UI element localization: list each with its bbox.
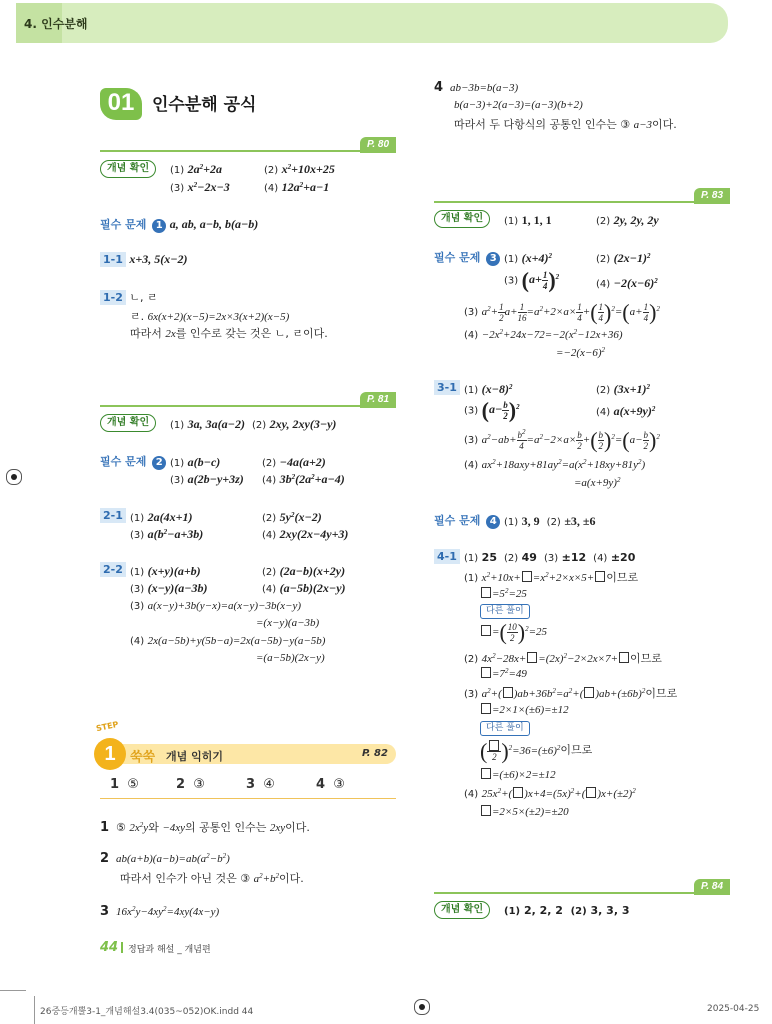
answer: (1) 25 (2) 49 (3) ±12 (4) ±20 — [464, 551, 636, 564]
required-problem-1: 필수 문제 1 a, ab, a−b, b(a−b) — [100, 217, 259, 231]
registration-mark-icon — [6, 469, 22, 485]
step-title: 개념 익히기 — [166, 750, 223, 763]
answer: (3) (a− $\frac{b}{2}$ )$^2$ — [464, 397, 520, 423]
chapter-title: 4. 인수분해 — [24, 17, 88, 31]
crop-mark — [0, 990, 26, 991]
solution-line: $=7^2=49$ — [480, 667, 527, 680]
answer: (1) $(x+4)^2$ — [504, 251, 553, 265]
problem-3-1: 3-1 — [434, 380, 460, 395]
solution-line: (3) $a^2+$( )$ab+36b^2=a^2+$( )$ab+(\pm 6b)^2$이므로 — [464, 687, 678, 700]
required-problem-4: 필수 문제 4 — [434, 512, 500, 529]
solution-3: 3 $16x^2y-4xy^2=4xy(4x-y)$ — [100, 904, 220, 919]
divider — [434, 892, 730, 894]
divider — [100, 405, 396, 407]
solution-line: (4) 2x(a−5b)+y(5b−a)=2x(a−5b)−y(a−5b) — [130, 635, 326, 647]
page-number: 44 — [100, 940, 119, 955]
problem-1-1: 1-1 x+3, 5(x−2) — [100, 252, 187, 267]
solution-line: (3) $a^2-ab+$ $\frac{b^2}{4}$ $=a^2-2\times a\times$ $\frac{b}{2}$ +( $\frac{b}{2}$ )$^2$=(a− $\frac{b}{2}$ )$^2$ — [464, 427, 660, 453]
answer: (2) $(2x-1)^2$ — [596, 251, 651, 265]
problem-1-2: 1-2 ㄴ, ㄹ — [100, 289, 158, 305]
answer: (1) 1, 1, 1 — [504, 213, 552, 227]
solution-line: (2) $4x^2-28x+ =(2x)^2-2\times 2x\times 7+$ 이므로 — [464, 652, 662, 665]
concept-check: 개념 확인 — [100, 414, 156, 432]
chapter-header-bar — [16, 3, 728, 43]
step-number: 1 — [94, 738, 126, 770]
problem-4-1: 4-1 — [434, 549, 460, 564]
answer: (2) 2y, 2y, 2y — [596, 213, 659, 227]
page-tag: P. 82 — [362, 748, 388, 759]
solution-1: 1 ⑤ $2x^2y$와 −4xy의 공통인 인수는 2xy이다. — [100, 820, 310, 835]
answer: (1) 3a, 3a(a−2) (2) 2xy, 2xy(3−y) — [170, 417, 337, 431]
quick-answer: 1 ⑤ — [110, 777, 139, 792]
registration-mark-icon — [414, 999, 430, 1015]
answer: (1) (x+y)(a+b) — [130, 564, 201, 578]
answer: (3) a(2b−y+3z) — [170, 472, 244, 486]
solution-line: (4) $ax^2+18axy+81ay^2=a(x^2+18xy+81y^2)$ — [464, 458, 646, 471]
answer: (2) $x^2+10x+25$ — [264, 162, 335, 176]
problem-2-1: 2-1 — [100, 508, 126, 523]
concept-check: 개념 확인 — [434, 901, 490, 919]
footer-divider — [121, 942, 123, 953]
solution-line: 따라서 2x를 인수로 갖는 것은 ㄴ, ㄹ이다. — [130, 327, 328, 340]
solution-line: =(x−y)(a−3b) — [256, 617, 320, 629]
solution-line: (3) a(x−y)+3b(y−x)=a(x−y)−3b(x−y) — [130, 600, 301, 612]
solution-line: $=-2(x-6)^2$ — [556, 346, 605, 359]
answer: (4) 2xy(2x−4y+3) — [262, 527, 349, 541]
answer: (1) 2a(4x+1) — [130, 510, 193, 524]
solution-line: =(±6)×2=±12 — [480, 768, 556, 781]
answer: (1) $(x-8)^2$ — [464, 382, 513, 396]
alt-solution-label: 다른 풀이 — [480, 603, 530, 619]
answer: (2) $(3x+1)^2$ — [596, 382, 651, 396]
answer: (2) −4a(a+2) — [262, 455, 326, 469]
answer: (4) (a−5b)(2x−y) — [262, 581, 346, 595]
solution-line: =2×5×(±2)=±20 — [480, 805, 569, 818]
answer: (4) $3b^2(2a^2+a-4)$ — [262, 472, 345, 486]
answer: (1) 3, 9 (2) ±3, ±6 — [504, 514, 596, 528]
solution-line: =2×1×(±6)=±12 — [480, 703, 569, 716]
print-date: 2025-04-25 — [707, 1004, 760, 1014]
answer: (1) a(b−c) — [170, 455, 221, 469]
solution-line: 따라서 인수가 아닌 것은 ③ $a^2+b^2$이다. — [120, 872, 304, 885]
answer: (4) $12a^2+a-1$ — [264, 180, 330, 194]
concept-check: 개념 확인 — [100, 160, 156, 178]
quick-answer: 2 ③ — [176, 777, 205, 792]
page-tag: P. 80 — [360, 137, 396, 153]
answer: (3) (x−y)(a−3b) — [130, 581, 208, 595]
quick-answer: 3 ④ — [246, 777, 275, 792]
answer: $(4) -2(x-6)^2$ — [596, 276, 658, 290]
answer: (1) 2, 2, 2 (2) 3, 3, 3 — [504, 904, 630, 917]
divider — [100, 150, 396, 152]
solution-4: 4 ab−3b=b(a−3) — [434, 80, 519, 95]
answer: (3) $x^2-2x-3$ — [170, 180, 230, 194]
solution-line: ( 2 )$^2=36=(\pm 6)^2$이므로 — [480, 738, 593, 763]
answer: (2) $5y^2(x-2)$ — [262, 510, 322, 524]
solution-line: $(4) -2x^2+24x-72=-2(x^2-12x+36)$ — [464, 328, 623, 341]
problem-2-2: 2-2 — [100, 562, 126, 577]
solution-line: ㄹ. 6x(x+2)(x−5)=2x×3(x+2)(x−5) — [130, 310, 290, 323]
quick-answer: 4 ③ — [316, 777, 345, 792]
solution-line: (4) $25x^2+$( )$x+4=(5x)^2+$( )$x+(\pm 2)^2$ — [464, 787, 636, 800]
book-title: 정답과 해설 _ 개념편 — [128, 945, 211, 955]
solution-line: (1) $x^2+10x+ =x^2+2\times x\times 5+$ 이므로 — [464, 571, 639, 584]
section-title: 인수분해 공식 — [152, 95, 257, 115]
solution-line: =( $\frac{10}{2}$ )$^2$=25 — [480, 622, 547, 643]
step-word: 쑥쑥 — [130, 750, 156, 765]
alt-solution-label: 다른 풀이 — [480, 720, 530, 736]
page-tag: P. 84 — [694, 879, 730, 895]
solution-line: (3) $a^2+$ $\frac{1}{2}$ a+ $\frac{1}{16}$ $=a^2+2\times a\times$ $\frac{1}{4}$ +( $\frac{1}{4}$ )$^2$=(a+ $\frac{1}{4}$ )$^2$ — [464, 299, 660, 325]
file-info: 26중등개뿔3-1_개념해설3.4(035~052)OK.indd 44 — [40, 1007, 254, 1017]
divider — [434, 201, 730, 203]
answer: (2) (2a−b)(x+2y) — [262, 564, 346, 578]
answer: (1) $2a^2+2a$ — [170, 162, 223, 176]
required-problem-2: 필수 문제 2 — [100, 453, 166, 470]
answer: (3) $a(b^2-a+3b)$ — [130, 527, 204, 541]
crop-mark — [34, 996, 35, 1024]
section-number: 01 — [100, 88, 142, 120]
solution-line: $=5^2=25$ — [480, 587, 527, 600]
solution-line: =(a−5b)(2x−y) — [256, 652, 325, 664]
concept-check: 개념 확인 — [434, 210, 490, 228]
answer: (3) (a+ $\frac{1}{4}$ )$^2$ — [504, 267, 560, 293]
solution-2: 2 $ab(a+b)(a-b)=ab(a^2-b^2)$ — [100, 851, 230, 866]
page-tag: P. 81 — [360, 392, 396, 408]
solution-line: 따라서 두 다항식의 공통인 인수는 ③ a−3이다. — [454, 118, 677, 131]
page-tag: P. 83 — [694, 188, 730, 204]
solution-line: $=a(x+9y)^2$ — [574, 476, 621, 489]
step-label: STEP — [95, 719, 120, 734]
answer: (4) $a(x+9y)^2$ — [596, 404, 656, 418]
required-problem-3: 필수 문제 3 — [434, 249, 500, 266]
solution-line: b(a−3)+2(a−3)=(a−3)(b+2) — [454, 99, 583, 111]
